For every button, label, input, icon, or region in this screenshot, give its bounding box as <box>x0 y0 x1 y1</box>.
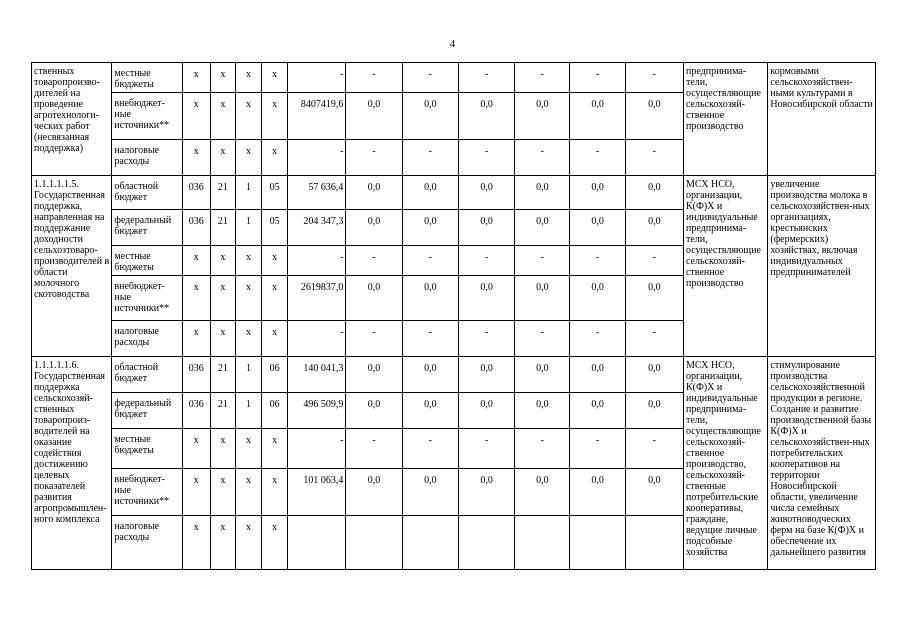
funding-source-cell: внебюджет-ные источники** <box>112 276 182 321</box>
table-body <box>32 63 876 570</box>
code-om-cell: х <box>262 469 288 516</box>
amount-cell: 0,0 <box>515 210 570 246</box>
amount-cell: 0,0 <box>402 393 458 429</box>
amount-cell: 0,0 <box>458 276 514 321</box>
amount-cell: 0,0 <box>402 93 458 140</box>
amount-cell: 0,0 <box>458 176 514 210</box>
amount-cell: - <box>346 246 402 276</box>
code-om-cell: 06 <box>262 357 288 393</box>
expected-result-cell: кормовыми сельскохозяйствен-ными культурами в Новосибирской области <box>768 63 876 176</box>
amount-cell: 0,0 <box>346 210 402 246</box>
code-grbs-cell: 036 <box>182 176 210 210</box>
amount-cell: 0,0 <box>515 93 570 140</box>
amount-cell: - <box>625 140 683 176</box>
amount-cell: 0,0 <box>458 357 514 393</box>
amount-cell: - <box>570 63 625 93</box>
code-pgp-cell: 1 <box>235 357 261 393</box>
funding-source-cell: областной бюджет <box>112 357 182 393</box>
funding-source-cell: налоговые расходы <box>112 516 182 570</box>
amount-cell: - <box>346 321 402 357</box>
amount-cell: 2619837,0 <box>288 276 346 321</box>
code-grbs-cell: х <box>182 140 210 176</box>
code-om-cell: 05 <box>262 210 288 246</box>
funding-source-cell: областной бюджет <box>112 176 182 210</box>
code-pgp-cell: х <box>235 140 261 176</box>
amount-cell: - <box>625 321 683 357</box>
code-pgp-cell: х <box>235 429 261 469</box>
amount-cell: - <box>570 321 625 357</box>
amount-cell: - <box>458 321 514 357</box>
code-pgp-cell: х <box>235 93 261 140</box>
table-row <box>32 63 876 93</box>
table-row <box>32 176 876 210</box>
amount-cell: 0,0 <box>570 93 625 140</box>
code-om-cell: 06 <box>262 393 288 429</box>
code-pgp-cell: х <box>235 516 261 570</box>
amount-cell: 0,0 <box>346 357 402 393</box>
amount-cell: - <box>346 140 402 176</box>
code-gp-cell: 21 <box>210 393 235 429</box>
measure-name-cell: 1.1.1.1.1.6. Государственная поддержка сельскохозяй-ственных товаропроиз-водителей на оказание содействия достижению целевых показателей развития агропромышлен-ного комплекса <box>32 357 112 570</box>
code-pgp-cell: х <box>235 246 261 276</box>
amount-cell: - <box>288 321 346 357</box>
code-gp-cell: 21 <box>210 357 235 393</box>
code-gp-cell: х <box>210 469 235 516</box>
code-om-cell: х <box>262 63 288 93</box>
amount-cell: 0,0 <box>458 393 514 429</box>
amount-cell: 57 636,4 <box>288 176 346 210</box>
amount-cell: - <box>458 140 514 176</box>
amount-cell <box>570 516 625 570</box>
amount-cell: - <box>288 246 346 276</box>
amount-cell: - <box>515 140 570 176</box>
amount-cell: - <box>402 429 458 469</box>
amount-cell: 0,0 <box>458 210 514 246</box>
amount-cell: - <box>288 429 346 469</box>
code-pgp-cell: 1 <box>235 210 261 246</box>
code-grbs-cell: х <box>182 321 210 357</box>
amount-cell: - <box>402 63 458 93</box>
code-grbs-cell: х <box>182 63 210 93</box>
code-gp-cell: х <box>210 63 235 93</box>
amount-cell: - <box>346 429 402 469</box>
amount-cell: 0,0 <box>346 276 402 321</box>
code-grbs-cell: х <box>182 516 210 570</box>
code-om-cell: х <box>262 246 288 276</box>
amount-cell: 0,0 <box>346 393 402 429</box>
amount-cell <box>515 516 570 570</box>
code-grbs-cell: 036 <box>182 393 210 429</box>
amount-cell <box>625 516 683 570</box>
amount-cell: 0,0 <box>625 176 683 210</box>
amount-cell: 101 063,4 <box>288 469 346 516</box>
amount-cell: 0,0 <box>570 176 625 210</box>
funding-source-cell: местные бюджеты <box>112 246 182 276</box>
code-gp-cell: х <box>210 93 235 140</box>
code-om-cell: х <box>262 321 288 357</box>
code-grbs-cell: 036 <box>182 357 210 393</box>
amount-cell: 0,0 <box>570 210 625 246</box>
code-pgp-cell: х <box>235 276 261 321</box>
amount-cell: - <box>625 246 683 276</box>
amount-cell: - <box>288 63 346 93</box>
code-pgp-cell: х <box>235 63 261 93</box>
amount-cell: 0,0 <box>515 357 570 393</box>
code-grbs-cell: 036 <box>182 210 210 246</box>
code-gp-cell: х <box>210 246 235 276</box>
amount-cell: 0,0 <box>402 210 458 246</box>
amount-cell: 0,0 <box>625 93 683 140</box>
amount-cell: 0,0 <box>625 276 683 321</box>
executors-cell: предпринима- тели, осуществляющие сельскохозяй-ственное производство <box>683 63 767 176</box>
code-gp-cell: х <box>210 140 235 176</box>
code-gp-cell: х <box>210 321 235 357</box>
amount-cell: - <box>625 429 683 469</box>
code-om-cell: х <box>262 429 288 469</box>
amount-cell <box>288 516 346 570</box>
amount-cell: 0,0 <box>346 93 402 140</box>
amount-cell <box>458 516 514 570</box>
amount-cell: - <box>515 63 570 93</box>
amount-cell: - <box>515 321 570 357</box>
page-number: 4 <box>449 38 456 50</box>
program-table <box>31 62 876 570</box>
amount-cell: 0,0 <box>402 276 458 321</box>
amount-cell: 0,0 <box>570 276 625 321</box>
code-gp-cell: х <box>210 516 235 570</box>
funding-source-cell: налоговые расходы <box>112 140 182 176</box>
amount-cell: 0,0 <box>458 469 514 516</box>
amount-cell: 496 509,9 <box>288 393 346 429</box>
amount-cell: 0,0 <box>515 276 570 321</box>
code-pgp-cell: 1 <box>235 176 261 210</box>
table-row <box>32 357 876 393</box>
amount-cell: 0,0 <box>515 176 570 210</box>
amount-cell: 0,0 <box>346 469 402 516</box>
amount-cell: 0,0 <box>346 176 402 210</box>
amount-cell: 0,0 <box>570 469 625 516</box>
amount-cell <box>346 516 402 570</box>
amount-cell: - <box>515 246 570 276</box>
code-om-cell: х <box>262 140 288 176</box>
code-pgp-cell: х <box>235 321 261 357</box>
amount-cell: - <box>515 429 570 469</box>
measure-name-cell: ственных товаропроизво-дителей на проведение агротехнологи-ческих работ (несвязанная поддержка) <box>32 63 112 176</box>
amount-cell: - <box>402 246 458 276</box>
code-grbs-cell: х <box>182 469 210 516</box>
amount-cell: - <box>570 246 625 276</box>
funding-source-cell: местные бюджеты <box>112 429 182 469</box>
amount-cell: - <box>402 140 458 176</box>
code-grbs-cell: х <box>182 93 210 140</box>
funding-source-cell: федеральный бюджет <box>112 393 182 429</box>
amount-cell: - <box>458 63 514 93</box>
amount-cell: 0,0 <box>625 210 683 246</box>
amount-cell: - <box>570 429 625 469</box>
code-om-cell: х <box>262 516 288 570</box>
funding-source-cell: налоговые расходы <box>112 321 182 357</box>
measure-name-cell: 1.1.1.1.1.5. Государственная поддержка, направленная на поддержание доходности сельхозтоваро-производителей в области молочного скотоводства <box>32 176 112 357</box>
amount-cell: - <box>288 140 346 176</box>
amount-cell: 0,0 <box>625 393 683 429</box>
code-gp-cell: х <box>210 276 235 321</box>
code-om-cell: х <box>262 276 288 321</box>
amount-cell: 0,0 <box>515 469 570 516</box>
amount-cell <box>402 516 458 570</box>
amount-cell: 0,0 <box>570 393 625 429</box>
amount-cell: - <box>346 63 402 93</box>
executors-cell: МСХ НСО, организации, К(Ф)Х и индивидуальные предпринима- тели, осуществляющие сельскохозяй-ственное производство, сельскохозяй-ственные потребительские кооперативы, граждане, ведущие личные подсобные хозяйства <box>683 357 767 570</box>
funding-source-cell: федеральный бюджет <box>112 210 182 246</box>
expected-result-cell: стимулирование производства сельскохозяйственной продукции в регионе. Создание и развитие производственной базы К(Ф)Х и сельскохозяйствен-ных потребительских кооперативов на территории Новосибирской области, увеличение числа семейных животноводческих ферм на базе К(Ф)Х и обеспечение их дальнейшего развития <box>768 357 876 570</box>
amount-cell: 0,0 <box>625 357 683 393</box>
amount-cell: 0,0 <box>402 357 458 393</box>
amount-cell: - <box>402 321 458 357</box>
amount-cell: 0,0 <box>625 469 683 516</box>
code-gp-cell: 21 <box>210 210 235 246</box>
amount-cell: 0,0 <box>570 357 625 393</box>
amount-cell: 8407419,6 <box>288 93 346 140</box>
code-pgp-cell: х <box>235 469 261 516</box>
amount-cell: - <box>570 140 625 176</box>
code-grbs-cell: х <box>182 246 210 276</box>
code-pgp-cell: 1 <box>235 393 261 429</box>
code-om-cell: 05 <box>262 176 288 210</box>
amount-cell: 204 347,3 <box>288 210 346 246</box>
expected-result-cell: увеличение производства молока в сельскохозяйствен-ных организациях, крестьянских (фермерских) хозяйствах, включая индивидуальных предпринимателей <box>768 176 876 357</box>
executors-cell: МСХ НСО, организации, К(Ф)Х и индивидуальные предпринима- тели, осуществляющие сельскохозяй-ственное производство <box>683 176 767 357</box>
code-grbs-cell: х <box>182 276 210 321</box>
code-gp-cell: х <box>210 429 235 469</box>
amount-cell: 0,0 <box>458 93 514 140</box>
amount-cell: - <box>458 429 514 469</box>
funding-source-cell: внебюджет-ные источники** <box>112 93 182 140</box>
amount-cell: 140 041,3 <box>288 357 346 393</box>
code-om-cell: х <box>262 93 288 140</box>
amount-cell: - <box>458 246 514 276</box>
amount-cell: 0,0 <box>515 393 570 429</box>
amount-cell: 0,0 <box>402 469 458 516</box>
amount-cell: - <box>625 63 683 93</box>
code-gp-cell: 21 <box>210 176 235 210</box>
funding-source-cell: внебюджет-ные источники** <box>112 469 182 516</box>
funding-source-cell: местные бюджеты <box>112 63 182 93</box>
code-grbs-cell: х <box>182 429 210 469</box>
amount-cell: 0,0 <box>402 176 458 210</box>
